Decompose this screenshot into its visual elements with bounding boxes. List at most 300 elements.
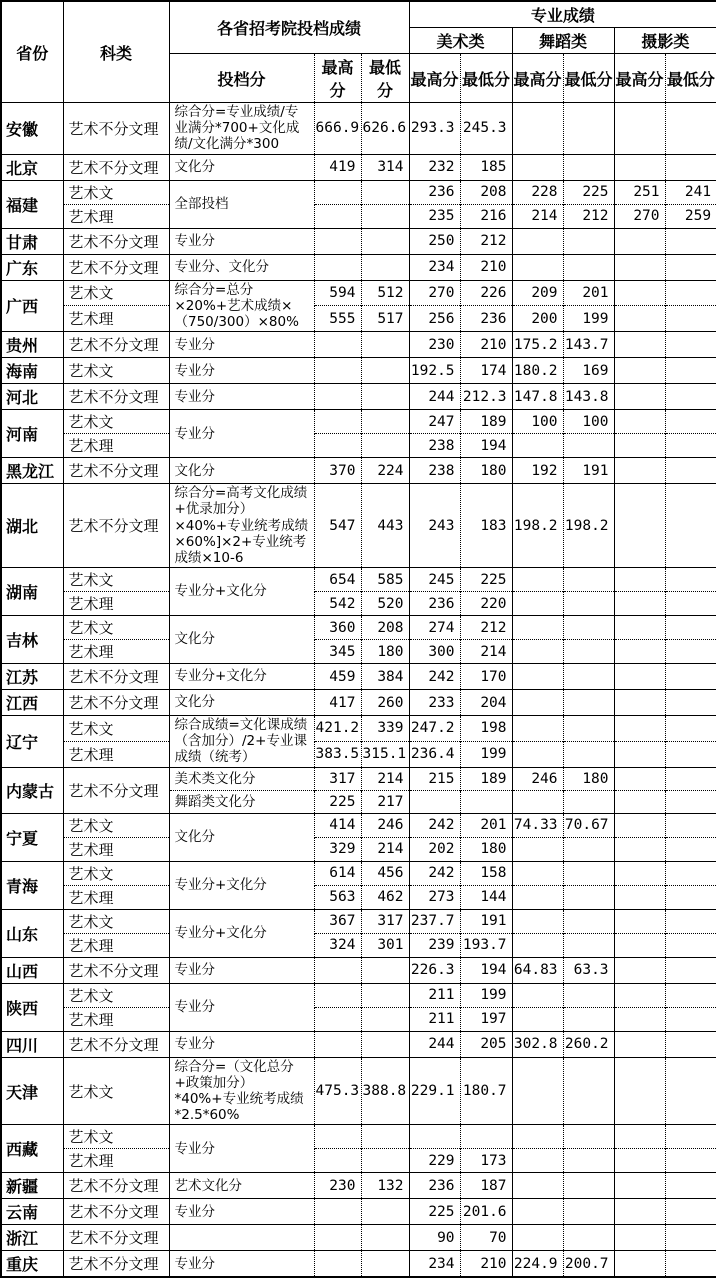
score-cell bbox=[614, 716, 665, 742]
score-cell: 517 bbox=[361, 306, 409, 332]
score-cell: 239 bbox=[409, 933, 460, 957]
category-cell: 艺术文 bbox=[63, 616, 169, 640]
score-cell bbox=[665, 1173, 716, 1199]
score-cell: 459 bbox=[314, 664, 361, 690]
table-row bbox=[1, 767, 716, 790]
score-cell: 70.67 bbox=[563, 813, 614, 837]
score-cell bbox=[512, 716, 563, 742]
score-cell bbox=[361, 1149, 409, 1173]
score-cell: 224.9 bbox=[512, 1251, 563, 1278]
score-cell: 170 bbox=[460, 664, 512, 690]
score-cell: 246 bbox=[361, 813, 409, 837]
score-cell bbox=[665, 434, 716, 458]
score-cell bbox=[665, 861, 716, 885]
score-cell bbox=[563, 690, 614, 716]
score-cell: 542 bbox=[314, 592, 361, 616]
category-cell: 艺术文 bbox=[63, 180, 169, 204]
score-cell bbox=[614, 1173, 665, 1199]
province-cell: 辽宁 bbox=[1, 716, 63, 768]
desc-cell: 美术类文化分 bbox=[169, 767, 314, 790]
desc-cell: 综合成绩=文化课成绩（含加分）/2+专业课成绩（统考） bbox=[169, 716, 314, 768]
score-cell bbox=[512, 1199, 563, 1225]
table-row bbox=[1, 1125, 716, 1149]
score-cell bbox=[614, 1199, 665, 1225]
score-cell: 241 bbox=[665, 180, 716, 204]
score-cell: 243 bbox=[409, 484, 460, 568]
header-min-toudang: 最低分 bbox=[361, 54, 409, 103]
score-cell bbox=[563, 154, 614, 180]
category-cell: 艺术不分文理 bbox=[63, 1251, 169, 1278]
score-cell: 324 bbox=[314, 933, 361, 957]
header-max-toudang: 最高分 bbox=[314, 54, 361, 103]
score-cell bbox=[512, 568, 563, 592]
score-cell: 585 bbox=[361, 568, 409, 592]
score-cell: 421.2 bbox=[314, 716, 361, 742]
score-cell bbox=[614, 957, 665, 983]
score-cell: 242 bbox=[409, 664, 460, 690]
table-row bbox=[1, 1199, 716, 1225]
score-cell: 208 bbox=[361, 616, 409, 640]
score-cell bbox=[361, 204, 409, 228]
province-cell: 山西 bbox=[1, 957, 63, 983]
score-cell bbox=[361, 1251, 409, 1278]
table-row bbox=[1, 458, 716, 484]
score-cell: 245 bbox=[409, 568, 460, 592]
score-cell bbox=[614, 332, 665, 358]
score-cell: 300 bbox=[409, 640, 460, 664]
table-row bbox=[1, 103, 716, 155]
category-cell: 艺术文 bbox=[63, 1057, 169, 1125]
score-cell: 367 bbox=[314, 909, 361, 933]
table-header bbox=[1, 1, 716, 103]
score-cell: 260 bbox=[361, 690, 409, 716]
score-cell: 201 bbox=[563, 280, 614, 306]
table-row bbox=[1, 254, 716, 280]
score-cell bbox=[614, 1031, 665, 1057]
category-cell: 艺术理 bbox=[63, 434, 169, 458]
score-cell: 339 bbox=[361, 716, 409, 742]
score-cell: 208 bbox=[460, 180, 512, 204]
score-cell bbox=[614, 458, 665, 484]
score-cell: 238 bbox=[409, 434, 460, 458]
desc-cell: 专业分 bbox=[169, 358, 314, 384]
score-cell: 302.8 bbox=[512, 1031, 563, 1057]
province-cell: 贵州 bbox=[1, 332, 63, 358]
score-cell bbox=[665, 885, 716, 909]
desc-cell: 专业分+文化分 bbox=[169, 568, 314, 616]
score-cell: 143.7 bbox=[563, 332, 614, 358]
desc-cell: 文化分 bbox=[169, 616, 314, 664]
score-cell bbox=[460, 1125, 512, 1149]
score-cell: 270 bbox=[409, 280, 460, 306]
table-row bbox=[1, 1031, 716, 1057]
score-cell bbox=[665, 358, 716, 384]
province-cell: 海南 bbox=[1, 358, 63, 384]
score-cell: 198 bbox=[460, 716, 512, 742]
score-cell: 384 bbox=[361, 664, 409, 690]
score-cell bbox=[665, 1199, 716, 1225]
score-cell bbox=[665, 1149, 716, 1173]
score-cell bbox=[314, 1149, 361, 1173]
score-cell bbox=[563, 1125, 614, 1149]
score-cell bbox=[512, 790, 563, 813]
category-cell: 艺术不分文理 bbox=[63, 957, 169, 983]
score-cell: 244 bbox=[409, 384, 460, 410]
province-cell: 湖北 bbox=[1, 484, 63, 568]
score-cell: 230 bbox=[409, 332, 460, 358]
score-cell: 226 bbox=[460, 280, 512, 306]
province-cell: 青海 bbox=[1, 861, 63, 909]
category-cell: 艺术理 bbox=[63, 640, 169, 664]
score-cell bbox=[614, 1149, 665, 1173]
desc-cell: 专业分+文化分 bbox=[169, 909, 314, 957]
score-cell bbox=[665, 458, 716, 484]
score-cell: 210 bbox=[460, 1251, 512, 1278]
score-cell: 234 bbox=[409, 254, 460, 280]
header-art-group: 美术类 bbox=[409, 28, 512, 54]
header-max-photo: 最高分 bbox=[614, 54, 665, 103]
table-row bbox=[1, 837, 716, 861]
score-cell bbox=[563, 790, 614, 813]
category-cell: 艺术理 bbox=[63, 1149, 169, 1173]
table-row bbox=[1, 716, 716, 742]
score-cell bbox=[563, 909, 614, 933]
desc-cell: 文化分 bbox=[169, 154, 314, 180]
province-cell: 黑龙江 bbox=[1, 458, 63, 484]
score-cell: 202 bbox=[409, 837, 460, 861]
score-cell: 200.7 bbox=[563, 1251, 614, 1278]
province-cell: 内蒙古 bbox=[1, 767, 63, 813]
category-cell: 艺术不分文理 bbox=[63, 384, 169, 410]
score-cell: 236 bbox=[409, 180, 460, 204]
score-cell bbox=[614, 254, 665, 280]
province-cell: 西藏 bbox=[1, 1125, 63, 1173]
score-cell: 132 bbox=[361, 1173, 409, 1199]
score-cell bbox=[563, 568, 614, 592]
score-cell bbox=[614, 861, 665, 885]
category-cell: 艺术不分文理 bbox=[63, 1225, 169, 1251]
category-cell: 艺术理 bbox=[63, 885, 169, 909]
desc-cell: 专业分+文化分 bbox=[169, 664, 314, 690]
score-cell bbox=[614, 280, 665, 306]
score-cell: 175.2 bbox=[512, 332, 563, 358]
score-cell bbox=[563, 1057, 614, 1125]
score-cell bbox=[563, 1007, 614, 1031]
score-cell bbox=[512, 228, 563, 254]
score-cell: 201.6 bbox=[460, 1199, 512, 1225]
score-cell: 246 bbox=[512, 767, 563, 790]
header-max-dance: 最高分 bbox=[512, 54, 563, 103]
score-cell: 315.1 bbox=[361, 741, 409, 767]
score-cell: 251 bbox=[614, 180, 665, 204]
score-cell: 210 bbox=[460, 332, 512, 358]
score-cell bbox=[614, 103, 665, 155]
table-row bbox=[1, 1057, 716, 1125]
score-cell: 180.7 bbox=[460, 1057, 512, 1125]
score-cell: 192.5 bbox=[409, 358, 460, 384]
score-cell: 232 bbox=[409, 154, 460, 180]
desc-cell: 舞蹈类文化分 bbox=[169, 790, 314, 813]
province-cell: 广西 bbox=[1, 280, 63, 332]
score-cell: 414 bbox=[314, 813, 361, 837]
score-cell: 70 bbox=[460, 1225, 512, 1251]
table-row bbox=[1, 306, 716, 332]
table-row bbox=[1, 204, 716, 228]
score-cell: 247 bbox=[409, 410, 460, 434]
province-cell: 甘肃 bbox=[1, 228, 63, 254]
score-cell bbox=[665, 933, 716, 957]
score-cell: 197 bbox=[460, 1007, 512, 1031]
category-cell: 艺术文 bbox=[63, 909, 169, 933]
score-cell: 212 bbox=[460, 228, 512, 254]
desc-cell: 专业分 bbox=[169, 228, 314, 254]
score-cell bbox=[614, 1057, 665, 1125]
table-row bbox=[1, 640, 716, 664]
score-cell: 245.3 bbox=[460, 103, 512, 155]
table-row bbox=[1, 592, 716, 616]
score-cell: 314 bbox=[361, 154, 409, 180]
category-cell: 艺术不分文理 bbox=[63, 332, 169, 358]
category-cell: 艺术不分文理 bbox=[63, 154, 169, 180]
score-cell: 242 bbox=[409, 813, 460, 837]
score-cell: 74.33 bbox=[512, 813, 563, 837]
table-row bbox=[1, 1149, 716, 1173]
score-cell bbox=[614, 933, 665, 957]
table-row bbox=[1, 484, 716, 568]
score-cell bbox=[314, 204, 361, 228]
score-cell bbox=[314, 434, 361, 458]
score-cell: 201 bbox=[460, 813, 512, 837]
table-row bbox=[1, 616, 716, 640]
table-row bbox=[1, 332, 716, 358]
score-cell bbox=[460, 790, 512, 813]
score-cell: 100 bbox=[563, 410, 614, 434]
score-cell: 209 bbox=[512, 280, 563, 306]
score-cell: 225 bbox=[460, 568, 512, 592]
score-cell bbox=[665, 716, 716, 742]
score-cell: 212.3 bbox=[460, 384, 512, 410]
score-cell bbox=[361, 434, 409, 458]
table-row bbox=[1, 909, 716, 933]
score-cell bbox=[563, 640, 614, 664]
score-cell: 230 bbox=[314, 1173, 361, 1199]
score-cell bbox=[512, 1149, 563, 1173]
category-cell: 艺术文 bbox=[63, 983, 169, 1007]
province-cell: 新疆 bbox=[1, 1173, 63, 1199]
score-cell: 198.2 bbox=[512, 484, 563, 568]
province-cell: 福建 bbox=[1, 180, 63, 228]
category-cell: 艺术理 bbox=[63, 837, 169, 861]
score-cell bbox=[665, 640, 716, 664]
desc-cell: 专业分 bbox=[169, 1031, 314, 1057]
score-cell bbox=[563, 103, 614, 155]
score-cell bbox=[314, 957, 361, 983]
score-cell bbox=[361, 180, 409, 204]
score-cell: 144 bbox=[460, 885, 512, 909]
score-cell bbox=[563, 616, 614, 640]
province-cell: 吉林 bbox=[1, 616, 63, 664]
score-cell: 194 bbox=[460, 957, 512, 983]
province-cell: 湖南 bbox=[1, 568, 63, 616]
table-row bbox=[1, 434, 716, 458]
category-cell: 艺术文 bbox=[63, 861, 169, 885]
score-cell bbox=[314, 228, 361, 254]
province-cell: 陕西 bbox=[1, 983, 63, 1031]
score-cell: 180.2 bbox=[512, 358, 563, 384]
score-cell bbox=[665, 741, 716, 767]
score-cell bbox=[361, 1031, 409, 1057]
province-cell: 天津 bbox=[1, 1057, 63, 1125]
score-cell: 225 bbox=[563, 180, 614, 204]
score-cell: 614 bbox=[314, 861, 361, 885]
header-photo-group: 摄影类 bbox=[614, 28, 716, 54]
score-cell: 214 bbox=[361, 837, 409, 861]
score-cell bbox=[361, 358, 409, 384]
table-row bbox=[1, 741, 716, 767]
desc-cell: 专业分 bbox=[169, 983, 314, 1031]
score-cell: 419 bbox=[314, 154, 361, 180]
desc-cell: 专业分、文化分 bbox=[169, 254, 314, 280]
score-cell: 199 bbox=[460, 983, 512, 1007]
score-cell bbox=[512, 1007, 563, 1031]
score-cell bbox=[361, 957, 409, 983]
score-cell bbox=[614, 741, 665, 767]
score-cell: 212 bbox=[460, 616, 512, 640]
score-cell bbox=[665, 983, 716, 1007]
score-cell bbox=[512, 983, 563, 1007]
table-row bbox=[1, 154, 716, 180]
province-cell: 浙江 bbox=[1, 1225, 63, 1251]
score-cell bbox=[314, 1007, 361, 1031]
score-cell bbox=[614, 909, 665, 933]
category-cell: 艺术文 bbox=[63, 410, 169, 434]
score-cell: 173 bbox=[460, 1149, 512, 1173]
score-cell bbox=[614, 1007, 665, 1031]
table-row bbox=[1, 983, 716, 1007]
province-cell: 江西 bbox=[1, 690, 63, 716]
table-row bbox=[1, 957, 716, 983]
category-cell: 艺术不分文理 bbox=[63, 690, 169, 716]
table-row bbox=[1, 180, 716, 204]
score-cell: 555 bbox=[314, 306, 361, 332]
score-cell: 147.8 bbox=[512, 384, 563, 410]
score-cell bbox=[512, 909, 563, 933]
score-cell bbox=[614, 592, 665, 616]
province-cell: 宁夏 bbox=[1, 813, 63, 861]
score-cell bbox=[512, 933, 563, 957]
score-cell: 204 bbox=[460, 690, 512, 716]
score-cell: 63.3 bbox=[563, 957, 614, 983]
score-cell bbox=[512, 664, 563, 690]
province-cell: 北京 bbox=[1, 154, 63, 180]
score-cell bbox=[361, 1199, 409, 1225]
score-cell: 143.8 bbox=[563, 384, 614, 410]
score-cell: 214 bbox=[361, 767, 409, 790]
score-cell bbox=[665, 790, 716, 813]
score-cell bbox=[314, 410, 361, 434]
score-cell bbox=[665, 103, 716, 155]
score-cell bbox=[512, 837, 563, 861]
score-cell bbox=[563, 1173, 614, 1199]
score-cell bbox=[361, 332, 409, 358]
header-major-group: 专业成绩 bbox=[409, 1, 716, 28]
score-cell: 180 bbox=[460, 458, 512, 484]
score-cell: 205 bbox=[460, 1031, 512, 1057]
score-cell: 199 bbox=[563, 306, 614, 332]
score-cell: 244 bbox=[409, 1031, 460, 1057]
score-cell bbox=[614, 484, 665, 568]
score-cell bbox=[665, 568, 716, 592]
score-cell bbox=[512, 592, 563, 616]
province-cell: 四川 bbox=[1, 1031, 63, 1057]
score-cell: 229 bbox=[409, 1149, 460, 1173]
score-cell bbox=[361, 1125, 409, 1149]
desc-cell: 专业分 bbox=[169, 1251, 314, 1278]
score-cell bbox=[665, 228, 716, 254]
category-cell: 艺术理 bbox=[63, 204, 169, 228]
score-cell bbox=[563, 885, 614, 909]
category-cell: 艺术文 bbox=[63, 813, 169, 837]
score-cell bbox=[665, 484, 716, 568]
desc-cell: 综合分=高考文化成绩+优录加分）×40%+专业统考成绩×60%]×2+专业统考成绩×10-6 bbox=[169, 484, 314, 568]
score-cell bbox=[665, 410, 716, 434]
score-cell: 237.7 bbox=[409, 909, 460, 933]
desc-cell: 艺术文化分 bbox=[169, 1173, 314, 1199]
score-cell: 212 bbox=[563, 204, 614, 228]
score-cell: 626.6 bbox=[361, 103, 409, 155]
score-cell bbox=[614, 837, 665, 861]
desc-cell: 文化分 bbox=[169, 690, 314, 716]
score-cell bbox=[665, 154, 716, 180]
score-cell: 189 bbox=[460, 767, 512, 790]
table-row bbox=[1, 933, 716, 957]
score-cell bbox=[563, 741, 614, 767]
score-cell bbox=[665, 664, 716, 690]
header-min-art: 最低分 bbox=[460, 54, 512, 103]
score-cell bbox=[563, 592, 614, 616]
score-cell: 235 bbox=[409, 204, 460, 228]
desc-cell: 专业分 bbox=[169, 410, 314, 458]
score-cell: 216 bbox=[460, 204, 512, 228]
score-cell bbox=[512, 103, 563, 155]
score-cell bbox=[563, 933, 614, 957]
score-cell bbox=[563, 716, 614, 742]
score-cell: 238 bbox=[409, 458, 460, 484]
score-cell: 370 bbox=[314, 458, 361, 484]
score-cell bbox=[563, 228, 614, 254]
category-cell: 艺术不分文理 bbox=[63, 1173, 169, 1199]
score-cell bbox=[314, 1031, 361, 1057]
score-cell: 247.2 bbox=[409, 716, 460, 742]
score-cell bbox=[665, 837, 716, 861]
desc-cell: 专业分 bbox=[169, 1125, 314, 1173]
score-cell: 214 bbox=[512, 204, 563, 228]
header-province: 省份 bbox=[1, 1, 63, 103]
score-cell bbox=[614, 640, 665, 664]
score-cell bbox=[614, 616, 665, 640]
score-cell: 180 bbox=[361, 640, 409, 664]
score-cell: 226.3 bbox=[409, 957, 460, 983]
score-cell: 563 bbox=[314, 885, 361, 909]
category-cell: 艺术理 bbox=[63, 933, 169, 957]
table-row bbox=[1, 568, 716, 592]
score-cell: 180 bbox=[563, 767, 614, 790]
header-toudang-group: 各省招考院投档成绩 bbox=[169, 1, 409, 54]
score-cell: 666.9 bbox=[314, 103, 361, 155]
score-cell: 256 bbox=[409, 306, 460, 332]
score-cell bbox=[512, 1173, 563, 1199]
score-cell bbox=[614, 790, 665, 813]
